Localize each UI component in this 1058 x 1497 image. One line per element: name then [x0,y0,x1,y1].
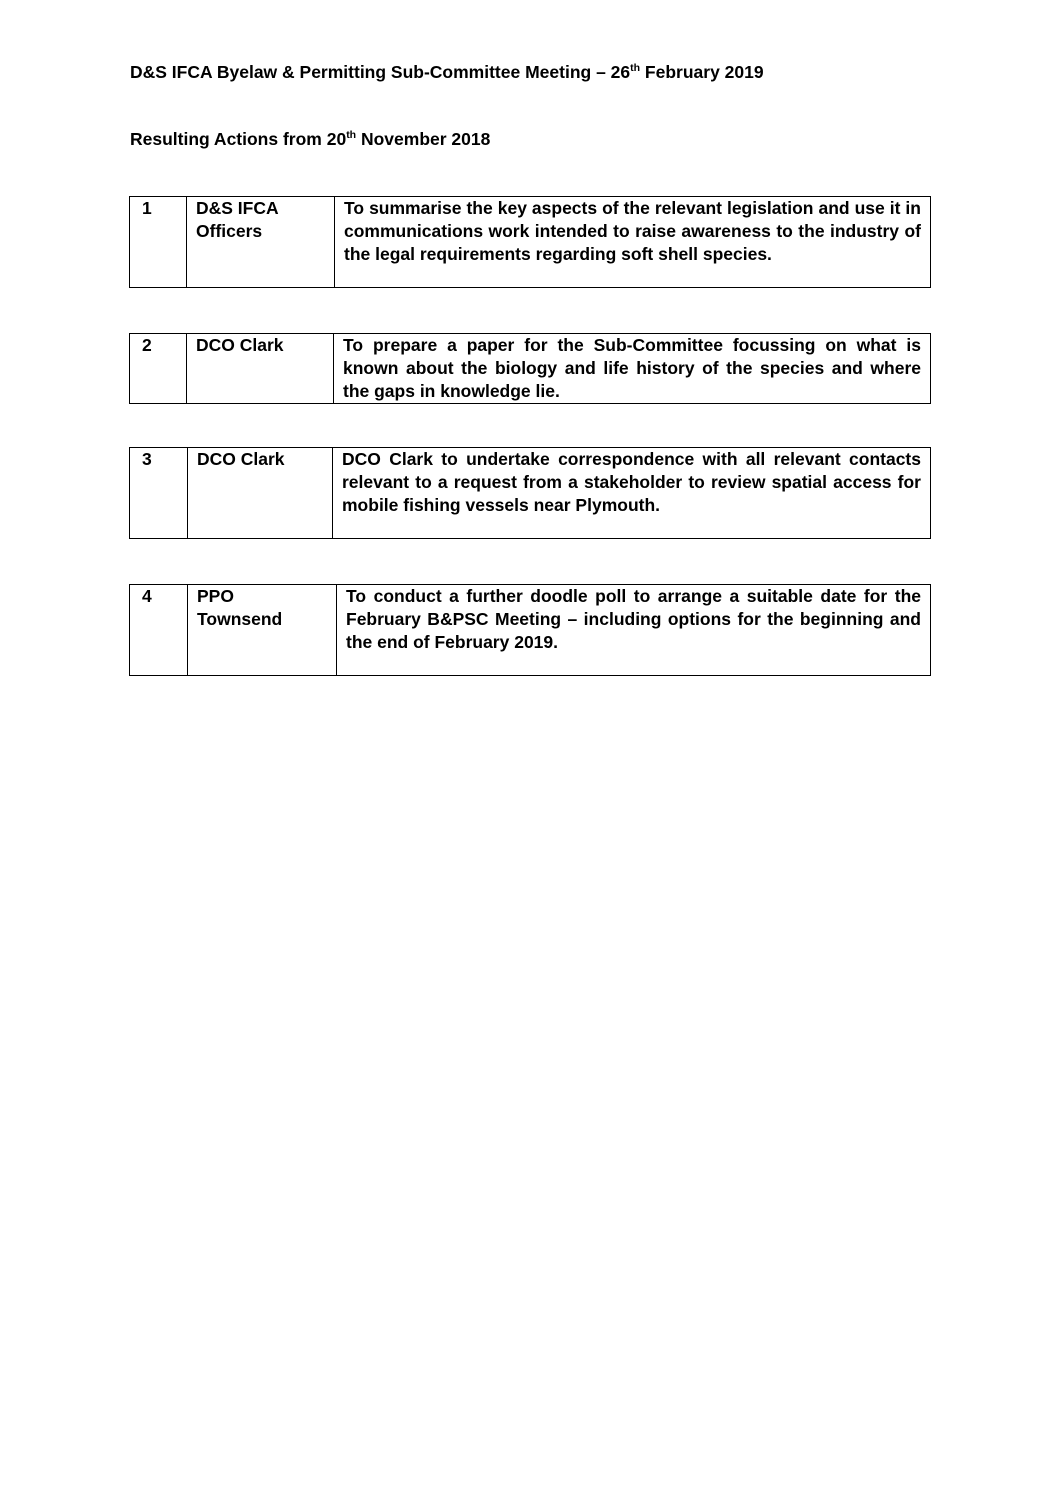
title-superscript: th [630,62,641,75]
owner-line: PPO [197,586,234,606]
action-description: To prepare a paper for the Sub-Committee focussing on what is known about the biology and life history of the species and where the gaps in knowledge lie. [334,334,931,404]
action-number: 1 [130,197,187,288]
table-row [130,585,931,676]
owner-line: DCO Clark [196,335,284,355]
section-heading [130,129,490,150]
title-text: D&S IFCA Byelaw & Permitting Sub-Committee Meeting – 26 [130,62,631,82]
table-row [130,197,931,288]
action-description: DCO Clark to undertake correspondence with all relevant contacts relevant to a request from a stakeholder to review spatial access for mobile fishing vessels near Plymouth. [333,448,931,539]
owner-line: DCO Clark [197,449,285,469]
action-description: To summarise the key aspects of the relevant legislation and use it in communications work intended to raise awareness to the industry of the legal requirements regarding soft shell species. [335,197,931,288]
action-table-3 [129,447,931,539]
action-table-4 [129,584,931,676]
action-number: 4 [130,585,188,676]
action-number: 2 [130,334,187,404]
owner-line: Officers [196,221,263,241]
table-row [130,448,931,539]
action-owner [187,334,334,404]
subtitle-text-end: November 2018 [356,129,491,149]
table-row [130,334,931,404]
owner-line: Townsend [197,609,283,629]
subtitle-superscript: th [346,129,357,142]
action-table-2 [129,333,931,404]
document-title [130,62,764,83]
owner-line: D&S IFCA [196,198,279,218]
subtitle-text: Resulting Actions from 20 [130,129,347,149]
action-owner [188,585,337,676]
title-text-end: February 2019 [640,62,764,82]
action-owner [187,197,335,288]
action-description: To conduct a further doodle poll to arrange a suitable date for the February B&PSC Meeting – including options for the beginning and the end of February 2019. [337,585,931,676]
action-number: 3 [130,448,188,539]
action-owner [188,448,333,539]
action-table-1 [129,196,931,288]
